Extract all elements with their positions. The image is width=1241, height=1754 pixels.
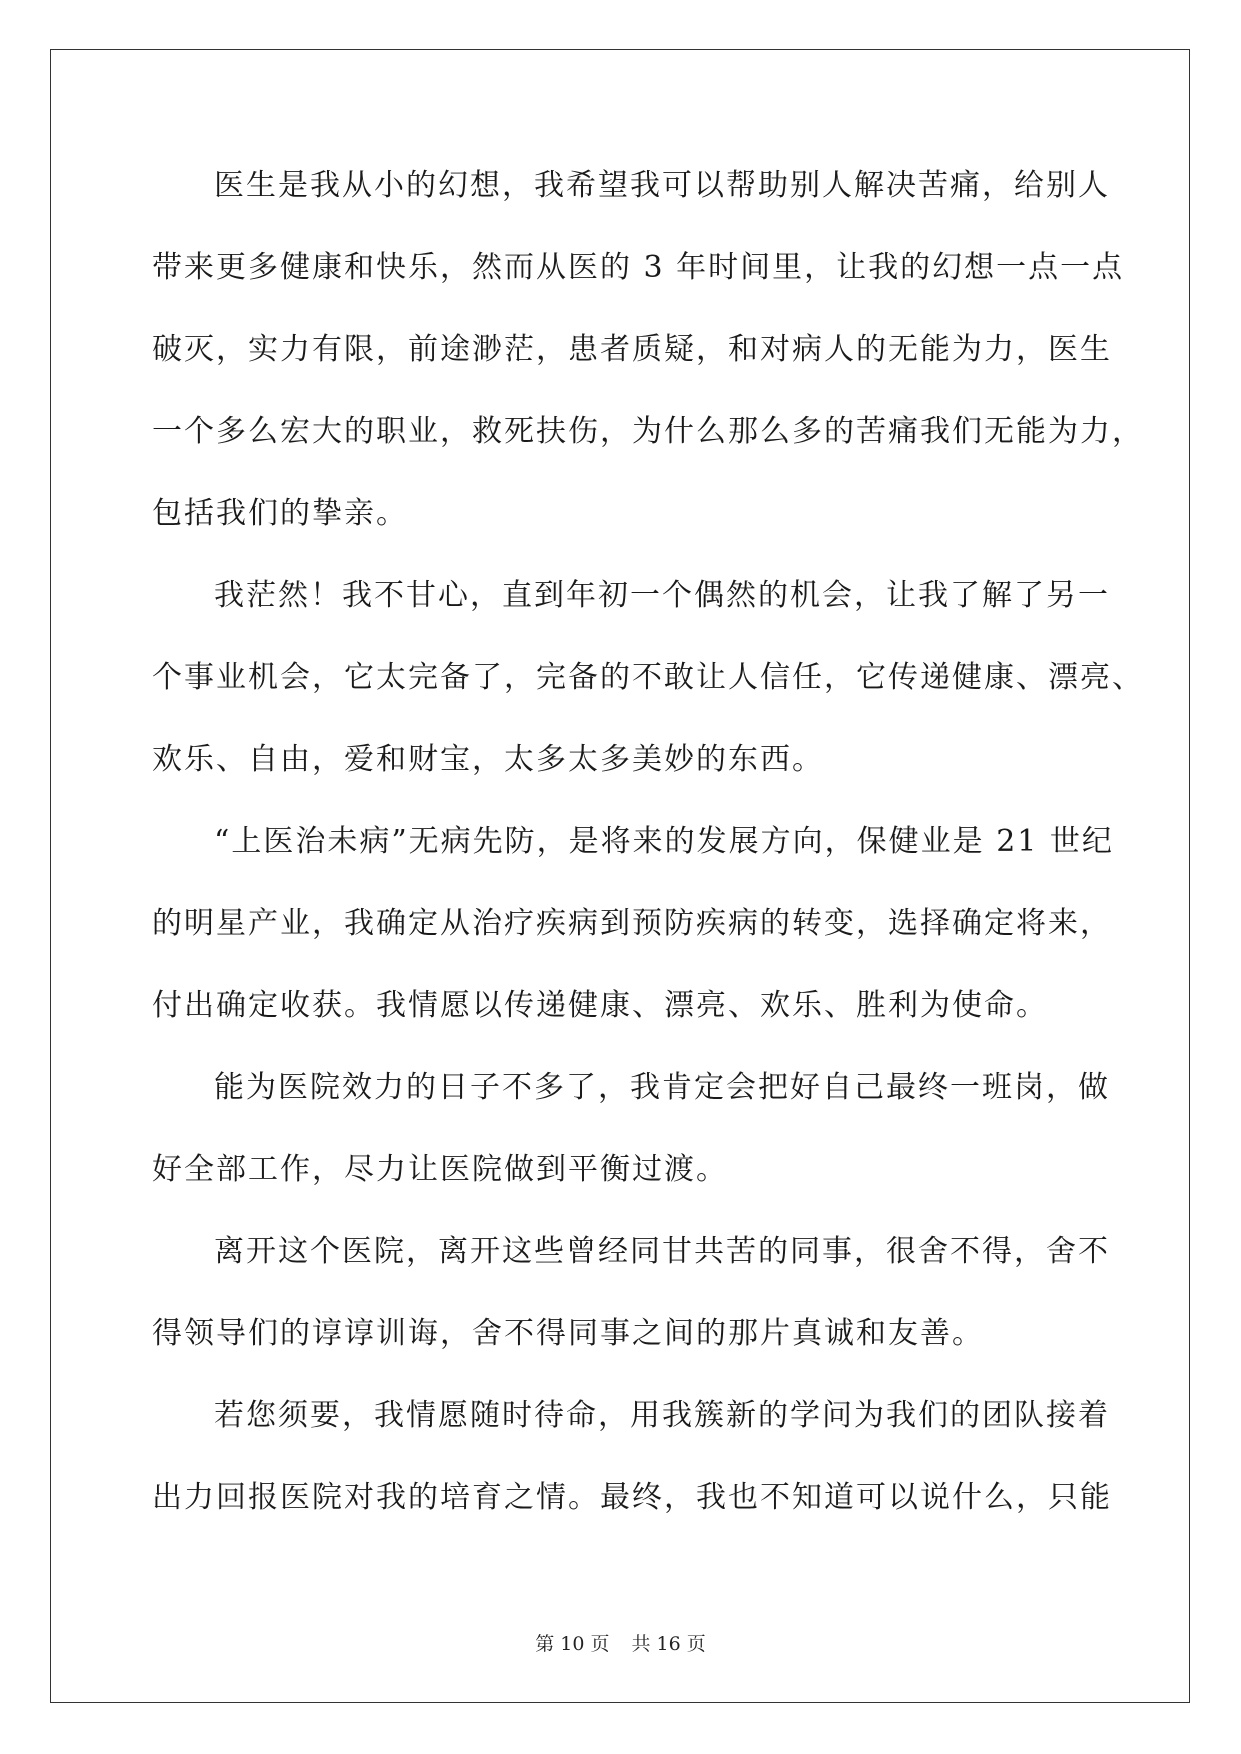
text-line: 好全部工作，尽力让医院做到平衡过渡。	[152, 1152, 728, 1187]
text-line: 出力回报医院对我的培育之情。最终，我也不知道可以说什么，只能	[152, 1480, 1112, 1515]
text-line: 包括我们的挚亲。	[152, 496, 408, 531]
text-line: 一个多么宏大的职业，救死扶伤，为什么那么多的苦痛我们无能为力，	[152, 414, 1144, 449]
text-line: 我茫然！我不甘心，直到年初一个偶然的机会，让我了解了另一	[214, 578, 1110, 613]
text-line: 离开这个医院，离开这些曾经同甘共苦的同事，很舍不得，舍不	[214, 1234, 1110, 1269]
text-line: 个事业机会，它太完备了，完备的不敢让人信任，它传递健康、漂亮、	[152, 660, 1144, 695]
text-line: 医生是我从小的幻想，我希望我可以帮助别人解决苦痛，给别人	[214, 168, 1110, 203]
text-line: 破灭，实力有限，前途渺茫，患者质疑，和对病人的无能为力，医生	[152, 332, 1112, 367]
text-line: 欢乐、自由，爱和财宝，太多太多美妙的东西。	[152, 742, 824, 777]
text-line: 能为医院效力的日子不多了，我肯定会把好自己最终一班岗，做	[214, 1070, 1110, 1105]
text-line: 付出确定收获。我情愿以传递健康、漂亮、欢乐、胜利为使命。	[152, 988, 1048, 1023]
text-line: 的明星产业，我确定从治疗疾病到预防疾病的转变，选择确定将来，	[152, 906, 1112, 941]
document-body	[152, 163, 1144, 1557]
page-total: 共 16 页	[631, 1633, 706, 1655]
text-line: 带来更多健康和快乐，然而从医的 3 年时间里，让我的幻想一点一点	[152, 250, 1125, 285]
text-line: 得领导们的谆谆训诲，舍不得同事之间的那片真诚和友善。	[152, 1316, 984, 1351]
text-line: “上医治未病”无病先防，是将来的发展方向，保健业是 21 世纪	[214, 824, 1114, 859]
text-line: 若您须要，我情愿随时待命，用我簇新的学问为我们的团队接着	[214, 1398, 1110, 1433]
page-number: 第 10 页	[535, 1633, 610, 1655]
page-footer	[0, 1632, 1241, 1656]
